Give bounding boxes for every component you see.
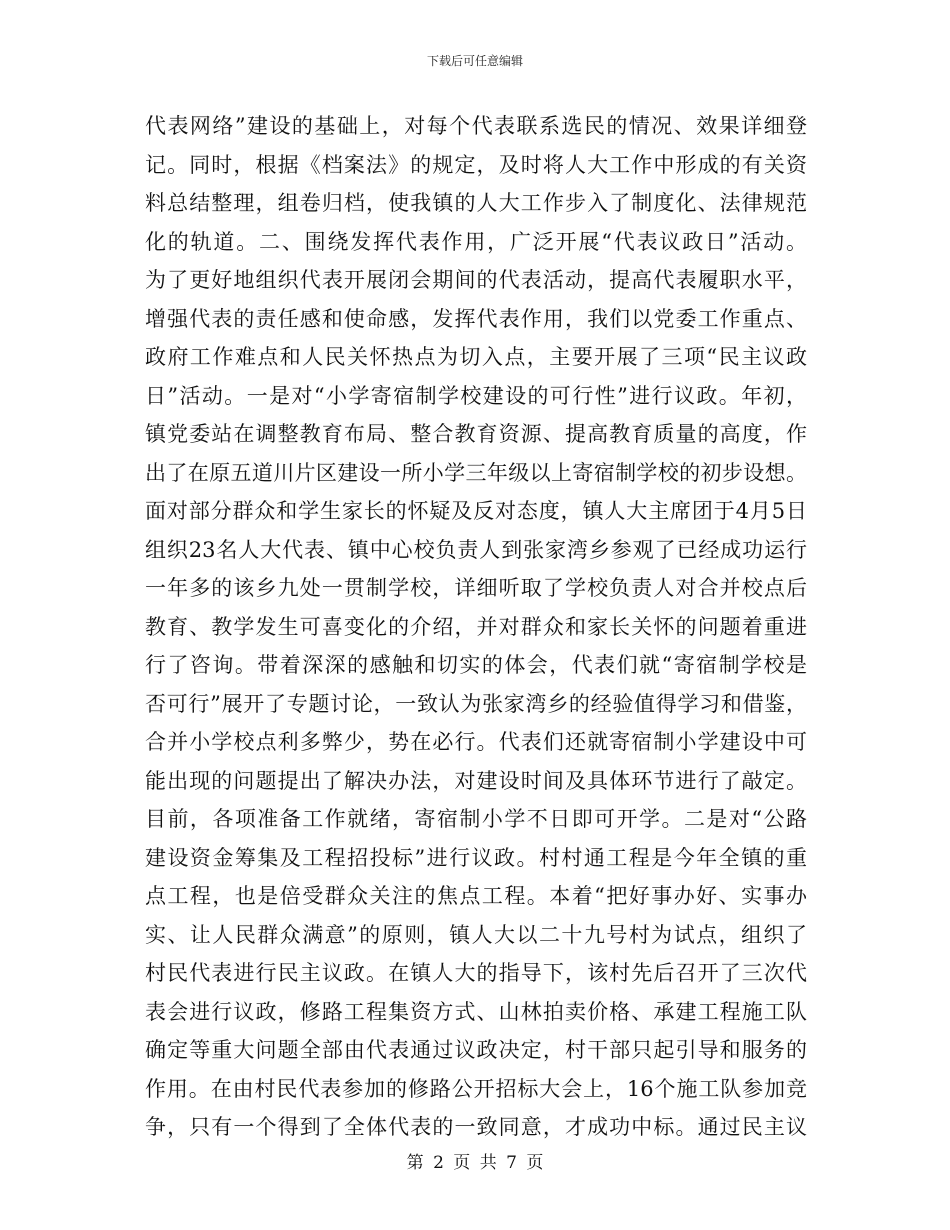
text-line: 争，只有一个得到了全体代表的一致同意，才成功中标。通过民主议 — [145, 1115, 807, 1139]
text-line: 表会进行议政，修路工程集资方式、山林拍卖价格、承建工程施工队 — [145, 999, 807, 1024]
text-line: 政府工作难点和人民关怀热点为切入点，主要开展了三项“民主议政 — [145, 345, 807, 369]
text-line: 否可行”展开了专题讨论，一致认为张家湾乡的经验值得学习和借鉴， — [145, 691, 807, 716]
text-line: 实、让人民群众满意”的原则，镇人大以二十九号村为试点，组织了 — [145, 922, 807, 947]
body-text — [145, 107, 807, 1147]
text-line: 记。同时，根据《档案法》的规定，及时将人大工作中形成的有关资 — [145, 152, 807, 177]
page-number: 第 2 页 共 7 页 — [406, 1153, 544, 1173]
text-line: 一年多的该乡九处一贯制学校，详细听取了学校负责人对合并校点后 — [145, 576, 807, 600]
text-line: 村民代表进行民主议政。在镇人大的指导下，该村先后召开了三次代 — [145, 961, 807, 985]
text-line: 代表网络”建设的基础上，对每个代表联系选民的情况、效果详细登 — [145, 114, 807, 138]
text-line: 点工程，也是倍受群众关注的焦点工程。本着“把好事办好、实事办 — [145, 884, 807, 908]
text-line: 行了咨询。带着深深的感触和切实的体会，代表们就“寄宿制学校是 — [145, 653, 807, 677]
page-header-note: 下载后可任意编辑 — [426, 54, 523, 68]
text-line: 目前，各项准备工作就绪，寄宿制小学不日即可开学。二是对“公路 — [145, 807, 807, 831]
text-line: 增强代表的责任感和使命感，发挥代表作用，我们以党委工作重点、 — [145, 306, 807, 331]
text-line: 能出现的问题提出了解决办法，对建设时间及具体环节进行了敲定。 — [145, 768, 807, 793]
text-line: 建设资金筹集及工程招投标”进行议政。村村通工程是今年全镇的重 — [145, 845, 807, 870]
text-line: 合并小学校点利多弊少，势在必行。代表们还就寄宿制小学建设中可 — [145, 730, 807, 754]
text-line: 出了在原五道川片区建设一所小学三年级以上寄宿制学校的初步设想。 — [145, 460, 807, 485]
text-line: 教育、教学发生可喜变化的介绍，并对群众和家长关怀的问题着重进 — [145, 614, 807, 639]
text-line: 组织23名人大代表、镇中心校负责人到张家湾乡参观了已经成功运行 — [145, 537, 807, 562]
text-line: 日”活动。一是对“小学寄宿制学校建设的可行性”进行议政。年初， — [145, 383, 807, 408]
text-line: 料总结整理，组卷归档，使我镇的人大工作步入了制度化、法律规范 — [145, 191, 807, 215]
text-line: 镇党委站在调整教育布局、整合教育资源、提高教育质量的高度，作 — [145, 422, 807, 446]
text-line: 为了更好地组织代表开展闭会期间的代表活动，提高代表履职水平， — [145, 268, 807, 292]
text-line: 面对部分群众和学生家长的怀疑及反对态度，镇人大主席团于4月5日 — [145, 499, 807, 523]
text-line: 确定等重大问题全部由代表通过议政决定，村干部只起引导和服务的 — [145, 1038, 807, 1062]
text-line: 作用。在由村民代表参加的修路公开招标大会上，16个施工队参加竞 — [145, 1076, 807, 1101]
text-line: 化的轨道。二、围绕发挥代表作用，广泛开展“代表议政日”活动。 — [145, 229, 807, 254]
